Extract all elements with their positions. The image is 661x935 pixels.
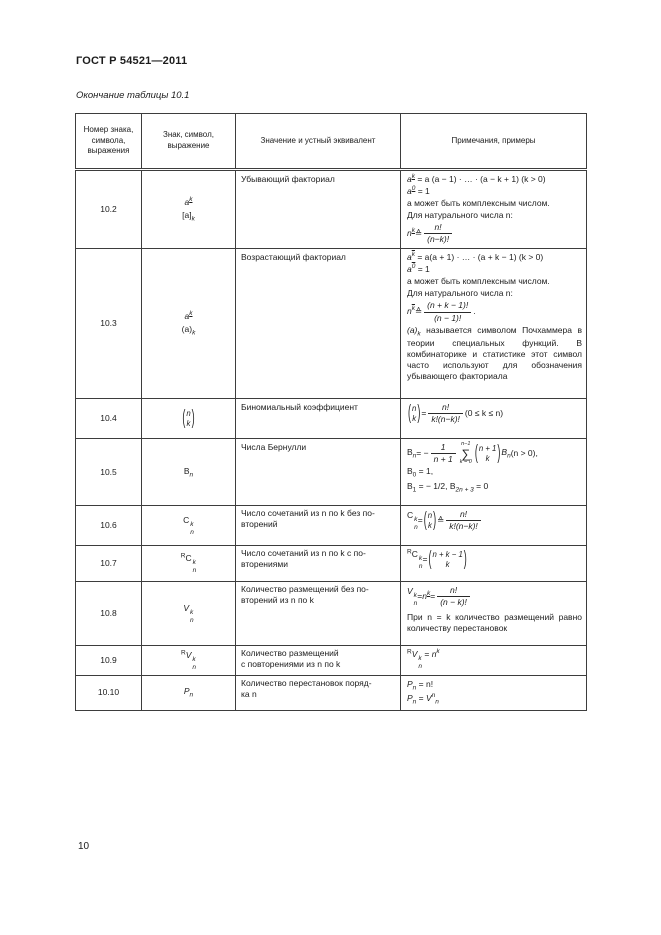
symbol-cell: $P_n$ bbox=[142, 676, 236, 710]
row-number: 10.8 bbox=[76, 582, 142, 646]
meaning-cell: Возрастающий факториал bbox=[236, 249, 401, 399]
row-number: 10.4 bbox=[76, 399, 142, 439]
formula-line: $B_n$ = − $\frac{1}{n + 1}$ n−1 ∑ k = 0 ( n + 1 k ) $B_n$ (n > 0), bbox=[407, 440, 538, 465]
symbol-alt: $(a)_k$ bbox=[181, 323, 196, 337]
notes-cell bbox=[401, 170, 587, 249]
formula-line: $^R$C k n = ( n + k − 1 k ) bbox=[407, 546, 467, 570]
summation: n−1 ∑ k = 0 bbox=[459, 441, 472, 465]
header-notes: Примечания, примеры bbox=[401, 114, 587, 170]
header-symbol: Знак, символ, выражение bbox=[142, 114, 236, 170]
note-paragraph: $(a)_k$ называется символом Почхаммера в теории специальных функций. В комбинаторике и статистике этот символ часто используют для обозначения убывающего факториала bbox=[407, 324, 582, 381]
binomial: ( n + 1 k ) bbox=[474, 440, 501, 464]
meaning-cell: Число сочетаний из n по k без по- вторений bbox=[236, 506, 401, 546]
meaning-cell: Числа Бернулли bbox=[236, 439, 401, 506]
notes-cell bbox=[401, 546, 587, 582]
row-number: 10.7 bbox=[76, 546, 142, 582]
note-paragraph: При n = k количество размещений равно количеству перестановок bbox=[407, 612, 582, 634]
meaning-cell: Количество размещений без по- вторений из n по k bbox=[236, 582, 401, 646]
formula-line: V k n = $n^k$ = $\frac{n!}{(n - k)!}$ bbox=[407, 585, 582, 608]
binomial: ( n k ) bbox=[423, 507, 437, 531]
formula-line: $a^0 = 1$ bbox=[407, 263, 430, 275]
table-row bbox=[76, 646, 587, 676]
note-text: a может быть комплексным числом. bbox=[407, 276, 550, 287]
symbol-primary: $a^k$ bbox=[184, 195, 193, 207]
table-caption: Окончание таблицы 10.1 bbox=[76, 90, 190, 101]
fraction: $\frac{n!}{(n - k)!}$ bbox=[437, 585, 470, 608]
fraction: $\frac{n!}{(n-k)!}$ bbox=[424, 222, 452, 245]
binomial: ( n k ) bbox=[182, 405, 195, 429]
formula-line: $n^k$ ≙ $\frac{n!}{(n-k)!}$ bbox=[407, 222, 582, 245]
table-row bbox=[76, 249, 587, 399]
row-number: 10.3 bbox=[76, 249, 142, 399]
sup-sub-stack: k n bbox=[192, 559, 197, 574]
symbol-alt: $[a]_k$ bbox=[182, 209, 195, 223]
symbol-cell: $^R$V k n bbox=[142, 646, 236, 676]
sup-sub-stack: k n bbox=[192, 656, 196, 671]
symbol-cell: V k n bbox=[142, 582, 236, 646]
meaning-cell: Количество размещений с повторениями из n по k bbox=[236, 646, 401, 676]
formula-line: $B_0 = 1$, bbox=[407, 466, 434, 480]
symbol-cell: C k n bbox=[142, 506, 236, 546]
row-number: 10.6 bbox=[76, 506, 142, 546]
notes-cell bbox=[401, 676, 587, 710]
table-row bbox=[76, 399, 587, 439]
meaning-cell: Количество перестановок поряд- ка n bbox=[236, 676, 401, 710]
fraction: $\frac{(n + k - 1)!}{(n - 1)!}$ bbox=[424, 300, 471, 323]
meaning-cell: Число сочетаний из n по k с по- вторениями bbox=[236, 546, 401, 582]
symbol-cell: $^R$C k n bbox=[142, 546, 236, 582]
row-number: 10.10 bbox=[76, 676, 142, 710]
notes-cell bbox=[401, 439, 587, 506]
formula-line: ( n k ) = $\frac{n!}{k!(n-k)!}$ (0 ≤ k ≤ n) bbox=[408, 400, 504, 425]
note-text: Для натурального числа n: bbox=[407, 288, 513, 299]
formula-line: $^R$V k n = $n^k$ bbox=[407, 648, 440, 670]
row-number: 10.2 bbox=[76, 170, 142, 249]
notes-cell bbox=[401, 506, 587, 546]
notation-table bbox=[75, 113, 587, 711]
table-row bbox=[76, 582, 587, 646]
note-text: a может быть комплексным числом. bbox=[407, 198, 550, 209]
meaning-cell: Биномиальный коэффициент bbox=[236, 399, 401, 439]
formula-line: $a^0 = 1$ bbox=[407, 185, 430, 197]
formula-line: $a^{\overline{k}} = a(a + 1)$ · … · (a + k − 1) (k > 0) bbox=[407, 251, 544, 263]
table-row bbox=[76, 170, 587, 249]
page-number: 10 bbox=[78, 841, 90, 852]
fraction: $\frac{n!}{k!(n-k)!}$ bbox=[428, 402, 463, 425]
fraction: $\frac{1}{n + 1}$ bbox=[431, 442, 456, 465]
binomial: ( n k ) bbox=[408, 400, 421, 424]
formula-line: $P_n = V^n_n$ bbox=[407, 692, 439, 707]
note-text: Для натурального числа n: bbox=[407, 210, 513, 221]
sup-sub-stack: k n bbox=[190, 609, 194, 624]
meaning-cell: Убывающий факториал bbox=[236, 170, 401, 249]
binomial: ( n + k − 1 k ) bbox=[428, 546, 467, 570]
table-row bbox=[76, 676, 587, 710]
symbol-cell bbox=[142, 399, 236, 439]
table-row bbox=[76, 546, 587, 582]
notes-cell bbox=[401, 646, 587, 676]
sup-sub-stack: k n bbox=[190, 521, 194, 536]
table-header-row bbox=[76, 114, 587, 170]
symbol-primary: $a^k$ bbox=[184, 309, 193, 321]
symbol-cell bbox=[142, 249, 236, 399]
formula-line: $n^{\overline{k}}$ ≙ $\frac{(n + k - 1)!}{(n - 1)!}$ . bbox=[407, 300, 476, 323]
symbol-cell bbox=[142, 170, 236, 249]
table-row bbox=[76, 506, 587, 546]
table-row bbox=[76, 439, 587, 506]
fraction: $\frac{n!}{k!(n-k)!}$ bbox=[446, 509, 481, 532]
formula-line: C k n = ( n k ) ≙ $\frac{n!}{k!(n-k)!}$ bbox=[407, 509, 582, 532]
formula-line: $P_n = n$! bbox=[407, 679, 434, 692]
formula-line: $a^k = a$ (a − 1) · … · (a − k + 1) (k > 0) bbox=[407, 173, 546, 184]
notes-cell bbox=[401, 399, 587, 439]
notes-cell bbox=[401, 582, 587, 646]
formula-line: $B_1$ = − 1/2, $B_{2n + 3} = 0$ bbox=[407, 480, 489, 494]
symbol-cell: $B_n$ bbox=[142, 439, 236, 506]
row-number: 10.9 bbox=[76, 646, 142, 676]
header-meaning: Значение и устный эквивалент bbox=[236, 114, 401, 170]
document-header: ГОСТ Р 54521—2011 bbox=[76, 55, 188, 67]
row-number: 10.5 bbox=[76, 439, 142, 506]
header-number: Номер знака, символа, выражения bbox=[76, 114, 142, 170]
notes-cell bbox=[401, 249, 587, 399]
